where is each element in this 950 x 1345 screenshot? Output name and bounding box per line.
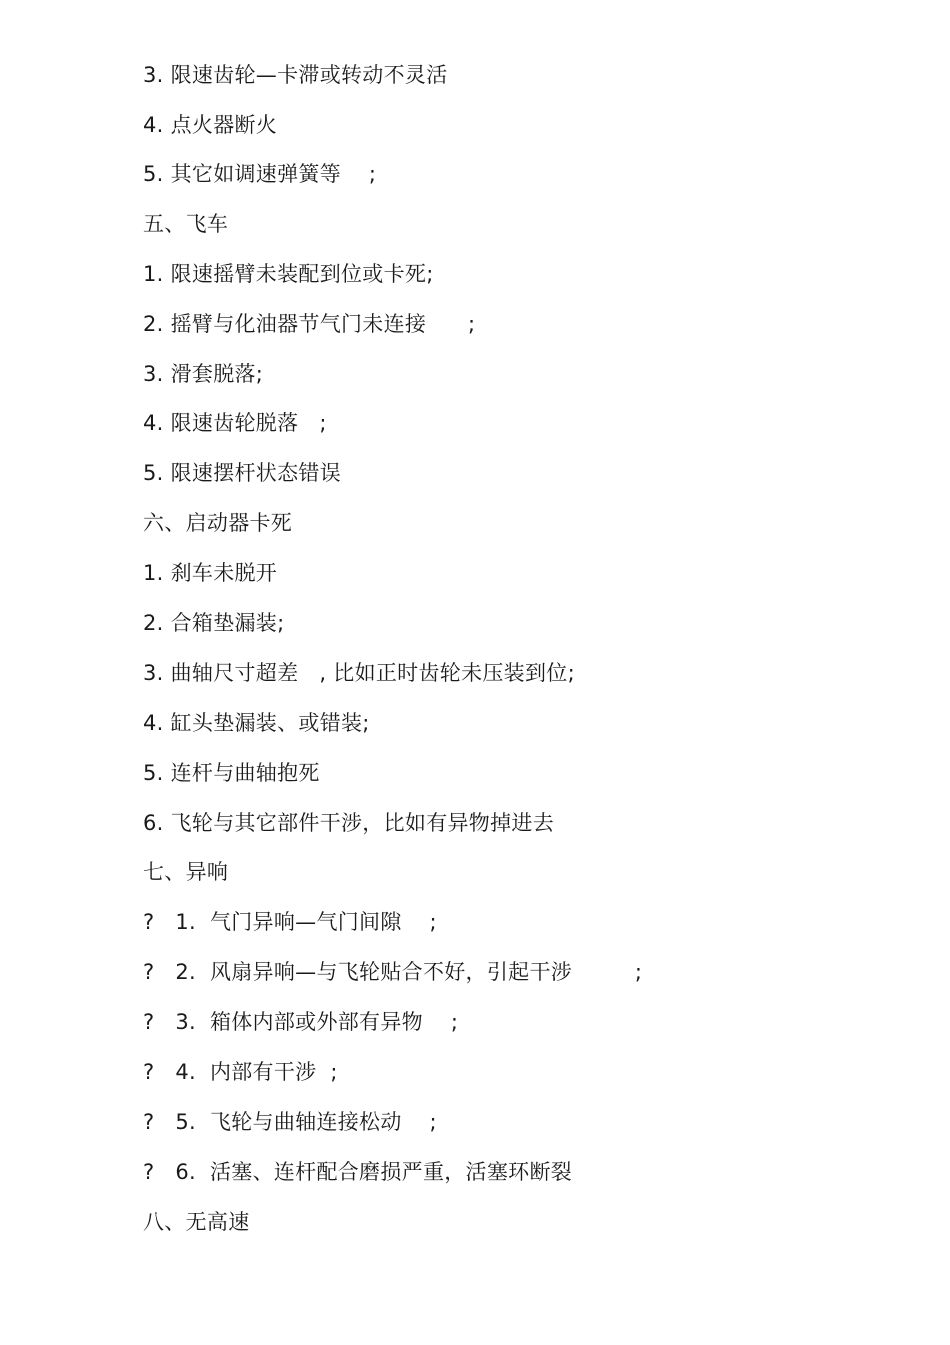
line-fan-noise: ? 2. 风扇异响—与飞轮贴合不好，引起干涉 ; bbox=[143, 960, 643, 984]
line-internal-interference: ? 4. 内部有干涉 ; bbox=[143, 1060, 338, 1084]
line-valve-noise: ? 1. 气门异响—气门间隙 ; bbox=[143, 910, 437, 934]
line-foreign-object: ? 3. 箱体内部或外部有异物 ; bbox=[143, 1010, 459, 1034]
line-brake-not-released: 1. 刹车未脱开 bbox=[143, 561, 278, 585]
line-gasket-missing: 2. 合箱垫漏装; bbox=[143, 611, 285, 635]
line-sleeve-fall-off: 3. 滑套脱落; bbox=[143, 362, 264, 386]
section-heading-starter: 六、启动器卡死 bbox=[143, 511, 293, 535]
line-limit-rocker: 1. 限速摇臂未装配到位或卡死; bbox=[143, 262, 434, 286]
line-head-gasket: 4. 缸头垫漏装、或错装; bbox=[143, 711, 370, 735]
line-flywheel-interference: 6. 飞轮与其它部件干涉，比如有异物掉进去 bbox=[143, 811, 555, 835]
line-rocker-throttle: 2. 摇臂与化油器节气门未连接 ; bbox=[143, 312, 476, 336]
line-rod-crank-seized: 5. 连杆与曲轴抱死 bbox=[143, 761, 320, 785]
line-limit-gear-fall-off: 4. 限速齿轮脱落 ; bbox=[143, 411, 327, 435]
line-flywheel-loose: ? 5. 飞轮与曲轴连接松动 ; bbox=[143, 1110, 437, 1134]
section-heading-runaway: 五、飞车 bbox=[143, 212, 229, 236]
section-heading-noise: 七、异响 bbox=[143, 860, 229, 884]
line-igniter-cutoff: 4. 点火器断火 bbox=[143, 113, 278, 137]
line-limit-lever-state: 5. 限速摆杆状态错误 bbox=[143, 461, 342, 485]
line-governor-spring: 5. 其它如调速弹簧等 ; bbox=[143, 162, 377, 186]
line-piston-wear: ? 6. 活塞、连杆配合磨损严重，活塞环断裂 bbox=[143, 1160, 573, 1184]
line-crankshaft-size: 3. 曲轴尺寸超差 , 比如正时齿轮未压装到位; bbox=[143, 661, 575, 685]
line-limit-gear-stuck: 3. 限速齿轮—卡滞或转动不灵活 bbox=[143, 63, 448, 87]
section-heading-no-high-speed: 八、无高速 bbox=[143, 1210, 250, 1234]
